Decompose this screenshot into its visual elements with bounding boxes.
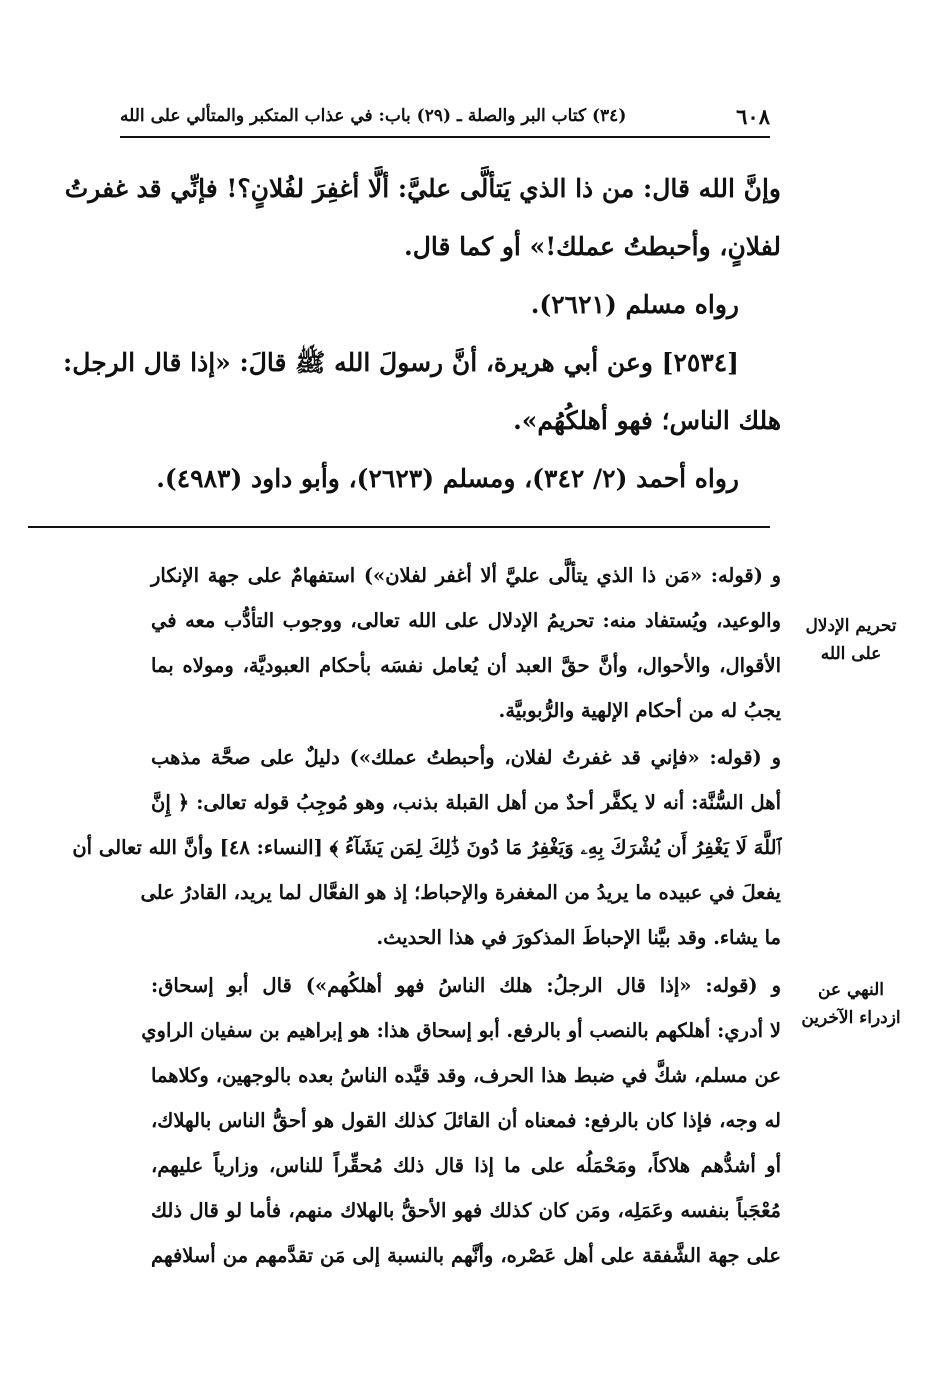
margin-note-line: تحريم الإدلال bbox=[805, 616, 897, 636]
margin-note bbox=[791, 976, 911, 1032]
commentary-line: على جهة الشَّفقة على أهل عَصْره، وأنَّهم بالنسبة إلى مَن تقدَّمهم من أسلافهم bbox=[151, 1244, 781, 1267]
commentary-line: و (قوله: «فإني قد غفرتُ لفلان، وأحبطتُ عملك») دليلٌ على صحَّة مذهب bbox=[151, 746, 781, 769]
commentary-line: ما يشاء. وقد بيَّنا الإحباطَ المذكورَ في هذا الحديث. bbox=[376, 926, 781, 949]
commentary-line: ٱللَّهَ لَا يَغْفِرُ أَن يُشْرَكَ بِهِۦ وَيَغْفِرُ مَا دُونَ ذَٰلِكَ لِمَن يَشَآءُ ﴾ [النساء: ٤٨] وأنَّ الله تعالى أن bbox=[72, 836, 781, 859]
hadith-line: رواه أحمد (٢/ ٣٤٢)، ومسلم (٢٦٢٣)، وأبو داود (٤٩٨٣). bbox=[156, 464, 739, 493]
page-header bbox=[120, 96, 770, 138]
hadith-line: لفلانٍ، وأحبطتُ عملك!» أو كما قال. bbox=[404, 232, 781, 261]
hadith-line: [٢٥٣٤] وعن أبي هريرة، أنَّ رسولَ الله ﷺ قالَ: «إذا قال الرجل: bbox=[63, 348, 739, 377]
commentary-line: له وجه، فإذا كان بالرفع: فمعناه أن القائلَ كذلك القول هو أحقُّ الناس بالهلاك، bbox=[151, 1109, 781, 1132]
commentary-line: مُعْجَباً بنفسه وعَمَلِه، ومَن كان كذلك فهو الأحقُّ بالهلاك منهم، فأما لو قال ذلك bbox=[151, 1199, 781, 1222]
commentary-line: يفعلَ في عبيده ما يريدُ من المغفرة والإحباط؛ إذ هو الفعَّال لما يريد، القادرُ على bbox=[140, 881, 781, 904]
margin-note-line: على الله bbox=[820, 644, 882, 664]
margin-note-line: النهي عن bbox=[817, 980, 885, 1000]
hadith-line: هلك الناس؛ فهو أهلكُهُم». bbox=[513, 406, 781, 435]
commentary-line: لا أدري: أهلكهم بالنصب أو بالرفع. أبو إسحاق هذا: هو إبراهيم بن سفيان الراوي bbox=[141, 1019, 781, 1042]
margin-note-line: ازدراء الآخرين bbox=[801, 1008, 901, 1028]
margin-note bbox=[791, 612, 911, 668]
page-number: ٦٠٨ bbox=[736, 103, 770, 129]
commentary-line: يجبُ له من أحكام الإلهية والرُّبوبيَّة. bbox=[498, 699, 781, 722]
commentary-line: و (قوله: «إذا قال الرجلُ: هلك الناسُ فهو أهلكُهم») قال أبو إسحاق: bbox=[151, 974, 781, 997]
commentary-line: أو أشدُّهم هلاكاً، ومَحْمَلُه على ما إذا قال ذلك مُحقِّراً للناس، وزارياً عليهم، bbox=[151, 1154, 781, 1177]
hadith-line: رواه مسلم (٢٦٢١). bbox=[530, 290, 739, 319]
hadith-line: وإنَّ الله قال: من ذا الذي يَتألَّى عليَّ: ألَّا أغفِرَ لفُلانٍ؟! فإنِّي قد غفرتُ bbox=[64, 174, 781, 203]
commentary-line: أهل السُّنَّة: أنه لا يكفَّر أحدٌ من أهل القبلة بذنب، وهو مُوجِبُ قوله تعالى: ﴿ إِنَّ bbox=[151, 791, 781, 814]
commentary-line: عن مسلم، شكَّ في ضبط هذا الحرف، وقد قيَّده الناسُ بعده بالوجهين، وكلاهما bbox=[151, 1064, 781, 1087]
commentary-line: والوعيد، ويُستفاد منه: تحريمُ الإدلال على الله تعالى، ووجوب التأدُّب معه في bbox=[151, 609, 781, 632]
commentary-line: و (قوله: «مَن ذا الذي يتألَّى عليَّ ألا أغفر لفلان») استفهامٌ على جهة الإنكار bbox=[151, 564, 781, 587]
footnote-divider bbox=[28, 526, 770, 528]
running-title: (٣٤) كتاب البر والصلة ـ (٢٩) باب: في عذاب المتكبر والمتألي على الله bbox=[120, 106, 627, 126]
commentary-line: الأقوال، والأحوال، وأنَّ حقَّ العبد أن يُعامل نفسَه بأحكام العبوديَّة، ومولاه بما bbox=[151, 654, 781, 677]
